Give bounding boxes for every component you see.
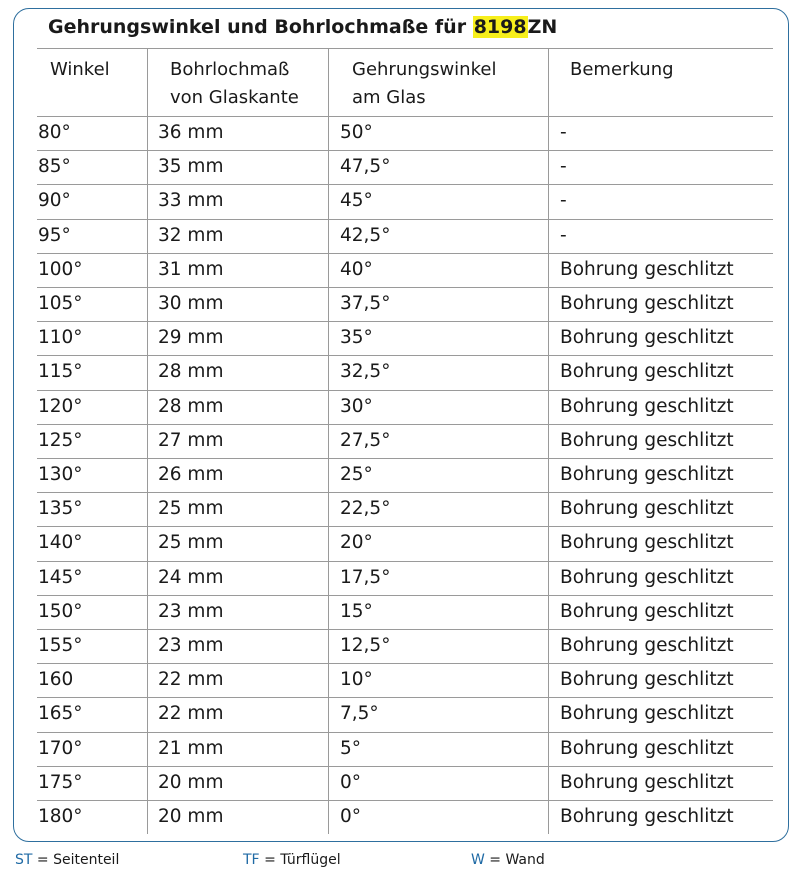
table-cell: 23 mm [158,600,224,622]
table-cell: Bohrung geschlitzt [560,806,734,827]
column-divider [147,48,148,834]
legend-text: = Wand [489,852,545,868]
column-divider [548,48,549,834]
column-header [50,56,110,84]
table-cell: Bohrung geschlitzt [560,771,734,793]
table-cell: 29 mm [158,327,224,349]
table-cell: 95° [38,224,71,246]
table-cell: 5° [340,737,362,759]
table-cell: 20 mm [158,771,224,793]
legend-w [471,852,545,868]
table-cell: 22 mm [158,703,224,725]
table-cell: 100° [38,258,83,280]
column-header-line: von Glaskante [170,87,299,108]
table-cell: 0° [340,771,362,793]
table-cell: 175° [38,771,83,793]
table-cell: 105° [38,293,83,314]
table-cell: 165° [38,703,83,725]
table-cell: 125° [38,429,83,451]
table-cell: 50° [340,122,373,143]
legend-text: = Türflügel [264,852,341,868]
legend-st [15,852,119,868]
title-suffix: ZN [527,16,558,38]
table-cell: 85° [38,156,71,178]
table-cell: 25 mm [158,532,224,554]
table-cell: 155° [38,635,83,656]
table-cell: Bohrung geschlitzt [560,737,734,759]
table-cell: Bohrung geschlitzt [560,669,734,691]
table-cell: 110° [38,327,83,349]
column-header-line: Gehrungswinkel [352,59,497,80]
table-cell: Bohrung geschlitzt [560,395,734,417]
column-header-line: Winkel [50,59,110,80]
column-header [352,56,496,112]
table-cell: Bohrung geschlitzt [560,498,734,520]
table-cell: 36 mm [158,122,224,143]
table-cell: 17,5° [340,566,391,588]
table-cell: 145° [38,566,83,588]
table-cell: 20° [340,532,373,554]
legend-key: TF [243,852,260,868]
table-cell: 26 mm [158,464,224,485]
table-cell: 160 [38,669,74,691]
legend-key: W [471,852,485,868]
table-cell: 25° [340,464,373,485]
table-cell: 35 mm [158,156,224,178]
table-cell: 28 mm [158,395,224,417]
table-cell: 140° [38,532,83,554]
table-cell: 15° [340,600,373,622]
table-cell: 35° [340,327,373,349]
table-cell: 21 mm [158,737,224,759]
legend-tf [243,852,341,868]
column-divider [328,48,329,834]
table-cell: Bohrung geschlitzt [560,464,734,485]
table-cell: 10° [340,669,373,691]
table-cell: Bohrung geschlitzt [560,361,734,383]
table-cell: 20 mm [158,806,224,827]
table-cell: 23 mm [158,635,224,656]
table-cell: Bohrung geschlitzt [560,532,734,554]
title-prefix: Gehrungswinkel und Bohrlochmaße für [48,16,473,38]
legend-key: ST [15,852,33,868]
table-cell: 32 mm [158,224,224,246]
table-cell: 120° [38,395,83,417]
column-header-line: Bemerkung [570,59,674,80]
table-cell: 27,5° [340,429,391,451]
column-header-line: am Glas [352,87,426,108]
table-cell: Bohrung geschlitzt [560,635,734,656]
table-cell: Bohrung geschlitzt [560,429,734,451]
table-cell: Bohrung geschlitzt [560,258,734,280]
row-divider [37,150,773,151]
table-cell: 30 mm [158,293,224,314]
table-cell: 7,5° [340,703,379,725]
table-cell: - [560,122,567,143]
table-cell: - [560,156,567,178]
table-cell: 30° [340,395,373,417]
table-cell: 37,5° [340,293,391,314]
table-cell: 31 mm [158,258,224,280]
column-header-line: Bohrlochmaß [170,59,290,80]
table-cell: 180° [38,806,83,827]
table-cell: Bohrung geschlitzt [560,566,734,588]
row-divider [37,184,773,185]
table-cell: 25 mm [158,498,224,520]
table-cell: - [560,190,567,212]
table-cell: 12,5° [340,635,391,656]
page-title [48,16,557,38]
table-cell: 22 mm [158,669,224,691]
table-cell: 47,5° [340,156,391,178]
table-cell: 90° [38,190,71,212]
table-cell: 135° [38,498,83,520]
table-cell: 80° [38,122,71,143]
table-cell: 0° [340,806,362,827]
table-cell: 42,5° [340,224,391,246]
table-cell: Bohrung geschlitzt [560,327,734,349]
table-cell: 130° [38,464,83,485]
row-divider [37,219,773,220]
table-cell: - [560,224,567,246]
legend-text: = Seitenteil [36,852,120,868]
column-header [570,56,674,84]
table-cell: 33 mm [158,190,224,212]
column-header [170,56,299,112]
table-cell: Bohrung geschlitzt [560,600,734,622]
table-cell: 28 mm [158,361,224,383]
table-cell: 170° [38,737,83,759]
title-highlight: 8198 [473,16,527,38]
table-cell: 24 mm [158,566,224,588]
table-cell: 22,5° [340,498,391,520]
table-cell: 45° [340,190,373,212]
table-cell: 32,5° [340,361,391,383]
table-cell: 150° [38,600,83,622]
table-cell: Bohrung geschlitzt [560,293,734,314]
table-cell: Bohrung geschlitzt [560,703,734,725]
table-cell: 27 mm [158,429,224,451]
table-cell: 40° [340,258,373,280]
table-cell: 115° [38,361,83,383]
